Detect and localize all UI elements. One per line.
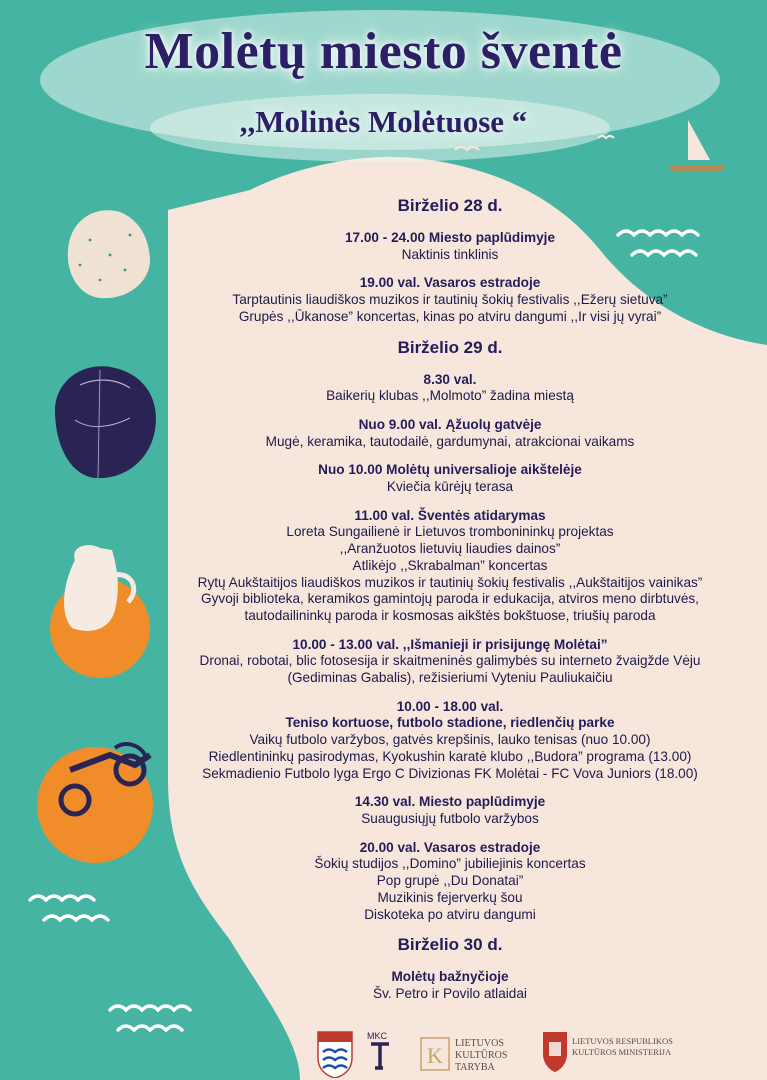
kulturos-taryba-line: LIETUVOS bbox=[455, 1038, 504, 1049]
event-line: Grupės ,,Ūkanose” koncertas, kinas po atviru dangumi ,,Ir visi jų vyrai” bbox=[238, 308, 662, 324]
event-line: Suaugusiųjų futbolo varžybos bbox=[361, 810, 539, 826]
event-time: 8.30 val. bbox=[423, 371, 477, 387]
ministry-logo bbox=[543, 1032, 673, 1072]
day-heading: Birželio 28 d. bbox=[397, 196, 503, 215]
event-item bbox=[180, 372, 720, 405]
event-line: (Gediminas Gabalis), režisieriumi Vyteniu Pauliukaičiu bbox=[287, 670, 613, 686]
event-time: Molėtų bažnyčioje bbox=[391, 969, 509, 985]
mkc-logo bbox=[367, 1031, 389, 1068]
event-time: Nuo 9.00 val. Ąžuolų gatvėje bbox=[358, 416, 542, 432]
event-time: 17.00 - 24.00 Miesto paplūdimyje bbox=[344, 230, 556, 245]
event-line: Šokių studijos ,,Domino” jubiliejinis koncertas bbox=[314, 856, 586, 872]
event-line: Naktinis tinklinis bbox=[401, 246, 499, 262]
event-time: 19.00 val. Vasaros estradoje bbox=[359, 275, 541, 291]
page-subtitle: ,,Molinės Molėtuose “ bbox=[239, 104, 528, 139]
kulturos-taryba-logo bbox=[421, 1038, 507, 1073]
event-time: 10.00 - 13.00 val. ,,Išmanieji ir prisijungę Molėtai” bbox=[292, 636, 608, 652]
event-item bbox=[180, 840, 720, 924]
sponsor-logos bbox=[315, 1028, 715, 1078]
event-line: Rytų Aukštaitijos liaudiškos muzikos ir tautinių šokių festivalis ,,Aukštaitijos vainikas” bbox=[197, 574, 703, 590]
event-location: Teniso kortuose, futbolo stadione, riedlenčių parke bbox=[285, 715, 615, 731]
event-line: Pop grupė ,,Du Donatai” bbox=[376, 873, 524, 889]
event-item bbox=[180, 230, 720, 263]
event-item bbox=[180, 508, 720, 625]
event-time: 11.00 val. Šventės atidarymas bbox=[354, 507, 546, 523]
event-item bbox=[180, 462, 720, 495]
event-line: Loreta Sungailienė ir Lietuvos trombonininkų projektas bbox=[286, 524, 614, 540]
ministry-line: LIETUVOS RESPUBLIKOS bbox=[572, 1036, 673, 1046]
event-item bbox=[180, 275, 720, 325]
event-line: Dronai, robotai, blic fotosesija ir skaitmeninės galimybės su interneto žvaigžde Vėju bbox=[199, 653, 701, 669]
event-line: Kviečia kūrėjų terasa bbox=[386, 479, 514, 495]
event-line: Mugė, keramika, tautodailė, gardumynai, atrakcionai vaikams bbox=[265, 433, 635, 449]
event-line: Atlikėjo ,,Skrabalman” koncertas bbox=[352, 557, 548, 573]
day-heading: Birželio 29 d. bbox=[397, 337, 503, 357]
kulturos-taryba-letter: K bbox=[427, 1043, 443, 1068]
event-line: Riedlentininkų pasirodymas, Kyokushin karatė klubo ,,Budora” programa (13.00) bbox=[208, 748, 692, 764]
event-line: tautodailininkų paroda ir kosmosas aikštės bokštuose, triušių paroda bbox=[244, 607, 656, 623]
ministry-line: KULTŪROS MINISTERIJA bbox=[572, 1047, 672, 1057]
event-item bbox=[180, 794, 720, 827]
mkc-logo-text: MKC bbox=[367, 1031, 387, 1041]
program-schedule bbox=[180, 196, 720, 1015]
event-line: Sekmadienio Futbolo lyga Ergo C Divizionas FK Molėtai - FC Vova Juniors (18.00) bbox=[202, 765, 698, 781]
event-time: 20.00 val. Vasaros estradoje bbox=[359, 839, 541, 855]
moletai-coat-of-arms-icon bbox=[318, 1032, 352, 1078]
kulturos-taryba-line: TARYBA bbox=[455, 1062, 495, 1073]
event-line: Diskoteka po atviru dangumi bbox=[364, 906, 536, 922]
day-heading: Birželio 30 d. bbox=[397, 935, 503, 955]
event-line: Baikerių klubas ,,Molmoto” žadina miestą bbox=[326, 388, 574, 404]
event-line: Šv. Petro ir Povilo atlaidai bbox=[373, 985, 527, 1001]
event-line: Muzikinis fejerverkų šou bbox=[377, 889, 523, 905]
event-line: Gyvoji biblioteka, keramikos gamintojų paroda ir edukacija, atviros meno dirbtuvės, bbox=[201, 591, 699, 607]
event-time: Nuo 10.00 Molėtų universalioje aikštelėje bbox=[318, 462, 582, 478]
event-line: ,,Aranžuotos lietuvių liaudies dainos” bbox=[339, 541, 561, 557]
event-item bbox=[180, 699, 720, 783]
event-item bbox=[180, 969, 720, 1002]
kulturos-taryba-line: KULTŪROS bbox=[455, 1050, 508, 1061]
event-time: 10.00 - 18.00 val. bbox=[396, 698, 504, 714]
event-time: 14.30 val. Miesto paplūdimyje bbox=[354, 794, 546, 810]
event-line: Tarptautinis liaudiškos muzikos ir tautinių šokių festivalis ,,Ežerų sietuva” bbox=[232, 292, 668, 308]
event-item bbox=[180, 637, 720, 687]
event-item bbox=[180, 417, 720, 450]
page-title: Molėtų miesto šventė bbox=[144, 23, 623, 80]
event-line: Vaikų futbolo varžybos, gatvės krepšinis, lauko tenisas (nuo 10.00) bbox=[249, 732, 651, 748]
